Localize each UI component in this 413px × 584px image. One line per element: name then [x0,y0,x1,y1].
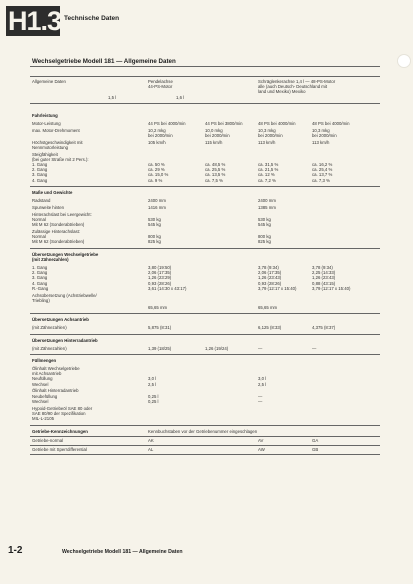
row-label: Spurweite hinten [32,204,65,210]
row-label: Motor-Leistung [32,120,61,126]
row-label: Achsübersetzung (Achstriebwelle/ Triebling) [32,292,97,303]
row-value-c1: 1416 mm [148,204,166,210]
overview-label: Allgemeine Daten [32,79,66,84]
page-number: 1-2 [8,545,23,556]
section-rule [30,186,380,187]
row-label: Radstand [32,198,51,203]
row-value-c1: 530 kg 545 kg [148,216,161,227]
row-value-c3: 48 PS bei 4000/min [258,120,296,126]
document-title: Wechselgetriebe Modell 181 — Allgemeine Daten [32,58,176,65]
section-heading: Füllmengen [32,358,57,364]
row-value-c1: 5,875 (8:31) [148,325,172,330]
codes-rule [30,436,380,437]
row-value-c3: 113 km/h [258,139,276,145]
row-value-c4: ca. 16,2 % ca. 25,4 % ca. 13,7 % ca. 7,3 % [312,161,333,183]
row-label: max. Motor-Drehmoment [32,127,80,133]
section-number: H1.3 [8,6,62,36]
row-value-c3: 3,0 l 2,5 l [258,376,267,387]
row-value-c1: 1,39 (18/25) [148,345,172,351]
row-value-c1: 3,0 l 2,5 l [148,376,157,387]
section-rule [30,354,380,355]
row-label: 1. Gang 2. Gang 3. Gang 4. Gang R.-Gang [32,264,49,291]
section-rule [30,313,380,314]
row-value-c4: — [312,345,317,351]
row-label: Ölinhalt Hinterradantrieb Neubefüllung Wechsel [32,388,79,404]
section-heading: Übersetzungen Hinterradantrieb [32,337,98,343]
row-value-c3: 2400 mm [258,198,276,203]
codes-value-c4: GA [312,438,319,443]
row-value-c2: 115 km/h [205,139,223,145]
row-label: Ölinhalt Wechselgetriebe mit Achsantrieb Neufüllung Wechsel [32,366,80,387]
row-value-c1: 105 km/h [148,139,166,145]
codes-heading: Getriebe-Kennzeichnungen [32,428,88,434]
row-value-c3: 3,78 (9:34) 2,06 (17:35) 1,26 (23:43) 0,93 (28:26) 3,79 (12:17 x 15:40) [258,264,297,291]
codes-row-label: Getriebe mit Sperrdifferential [32,447,87,453]
row-value-c3: 6,125 (8:33) [258,325,282,330]
section-heading: Übersetzungen Achsantrieb [32,317,89,323]
row-value-c3: 800 kg 825 kg [258,234,271,245]
row-label: Steigfähigkeit (bei guter Straße mit 2 Pers.): 1. Gang 2. Gang 3. Gang 4. Gang [32,151,89,183]
overview-col1-head: Pendelachse 44-PS-Motor [148,79,173,90]
section-rule [30,425,380,426]
row-label: Zulässige Hinterachslast: Normal Mit M 62 (Sonderabtrieben) [32,228,85,245]
table-top-rule [30,76,380,77]
row-value-c3: 1385 mm [258,204,276,210]
row-value-c4: 48 PS bei 4000/min [312,120,350,126]
overview-col1-sub-b: 1,6 l [176,95,185,100]
row-value-c1: 44 PS bei 4000/min [148,120,186,126]
row-label: Hypoid-Getriebeöl SAE 80 oder SAE 80/90 der Spezifikation MIL-L-2105 [32,405,93,421]
section-title: Technische Daten [64,15,120,22]
row-value-c3: 530 kg 545 kg [258,216,271,227]
row-value-c3: — [258,345,263,351]
row-value-c3: 10,3 mkg bei 2000/min [258,127,283,138]
row-value-c4: 10,3 mkg bei 2000/min [312,127,337,138]
row-value-c2: 1,26 (19/24) [205,345,229,351]
row-value-c2: 10,0 mkg bei 2000/min [205,127,230,138]
section-heading: Maße und Gewichte [32,190,73,196]
row-value-c3: ca. 31,5 % ca. 21,5 % ca. 12 % ca. 7,2 % [258,161,279,183]
section-heading: Fahrleistung [32,113,58,118]
row-value-c4: 4,375 (8:37) [312,325,336,330]
codes-value-c3: AV [258,438,264,443]
row-value-c2: 44 PS bei 3800/min [205,120,243,126]
codes-value-c1: AL [148,447,154,453]
codes-value-c4: GB [312,447,319,453]
row-value-c1: 800 kg 825 kg [148,234,161,245]
title-rule [30,66,380,67]
codes-note: Kennbuchstaben vor der Getriebenummer eingeschlagen [148,428,258,434]
codes-row-rule [30,454,380,455]
table-head-rule [30,103,380,104]
section-rule [30,334,380,335]
row-label: Höchstgeschwindigkeit mit Nennmotorleistung [32,139,83,150]
row-value-c4: 113 km/h [312,139,330,145]
row-value-c1: 3,80 (19:50) 2,06 (17:35) 1,26 (23:29) 0,93 (28:26) 3,61 (14:30 x 43:17) [148,264,187,291]
row-value-c1: 65,65 mm [148,304,168,310]
codes-value-c1: AK [148,438,154,443]
row-label: (mit Zähnezahlen) [32,345,67,351]
row-value-c3: 65,65 mm [258,304,278,310]
row-value-c1: 10,2 mkg bei 2000/min [148,127,173,138]
row-label: (mit Zähnezahlen) [32,325,67,330]
footer-title: Wechselgetriebe Modell 181 — Allgemeine Daten [62,549,183,555]
section-rule [30,248,380,249]
row-value-c4: 3,78 (9:34) 2,25 (14:33) 1,26 (23:43) 0,88 (43:15) 3,79 (12:17 x 15:40) [312,264,351,291]
row-value-c1: 0,25 l 0,25 l [148,393,159,404]
row-value-c1: ca. 50 % ca. 29 % ca. 15,0 % ca. 9 % [148,161,169,183]
row-value-c1: 2400 mm [148,198,166,203]
codes-value-c3: AW [258,447,265,453]
codes-row-rule [30,445,380,446]
overview-col2-head: Schräglenkerachse 1,4 l — 48-PS-Motor alle (auch Deutsch- Deutschland mit land und Mexiko) Mexiko [258,79,336,95]
codes-row-label: Getriebe-normal [32,438,64,443]
punch-hole [397,54,411,68]
row-label: Hinterachslast bei Leergewicht: Normal Mit M 62 (Sonderabtrieben) [32,211,92,227]
row-value-c2: ca. 48,5 % ca. 25,5 % ca. 13,5 % ca. 7,5 % [205,161,226,183]
section-heading: Übersetzungen Wechselgetriebe (mit Zähnezahlen) [32,252,99,263]
row-value-c3: — — [258,393,263,404]
overview-col1-sub-a: 1,5 l [108,95,117,100]
